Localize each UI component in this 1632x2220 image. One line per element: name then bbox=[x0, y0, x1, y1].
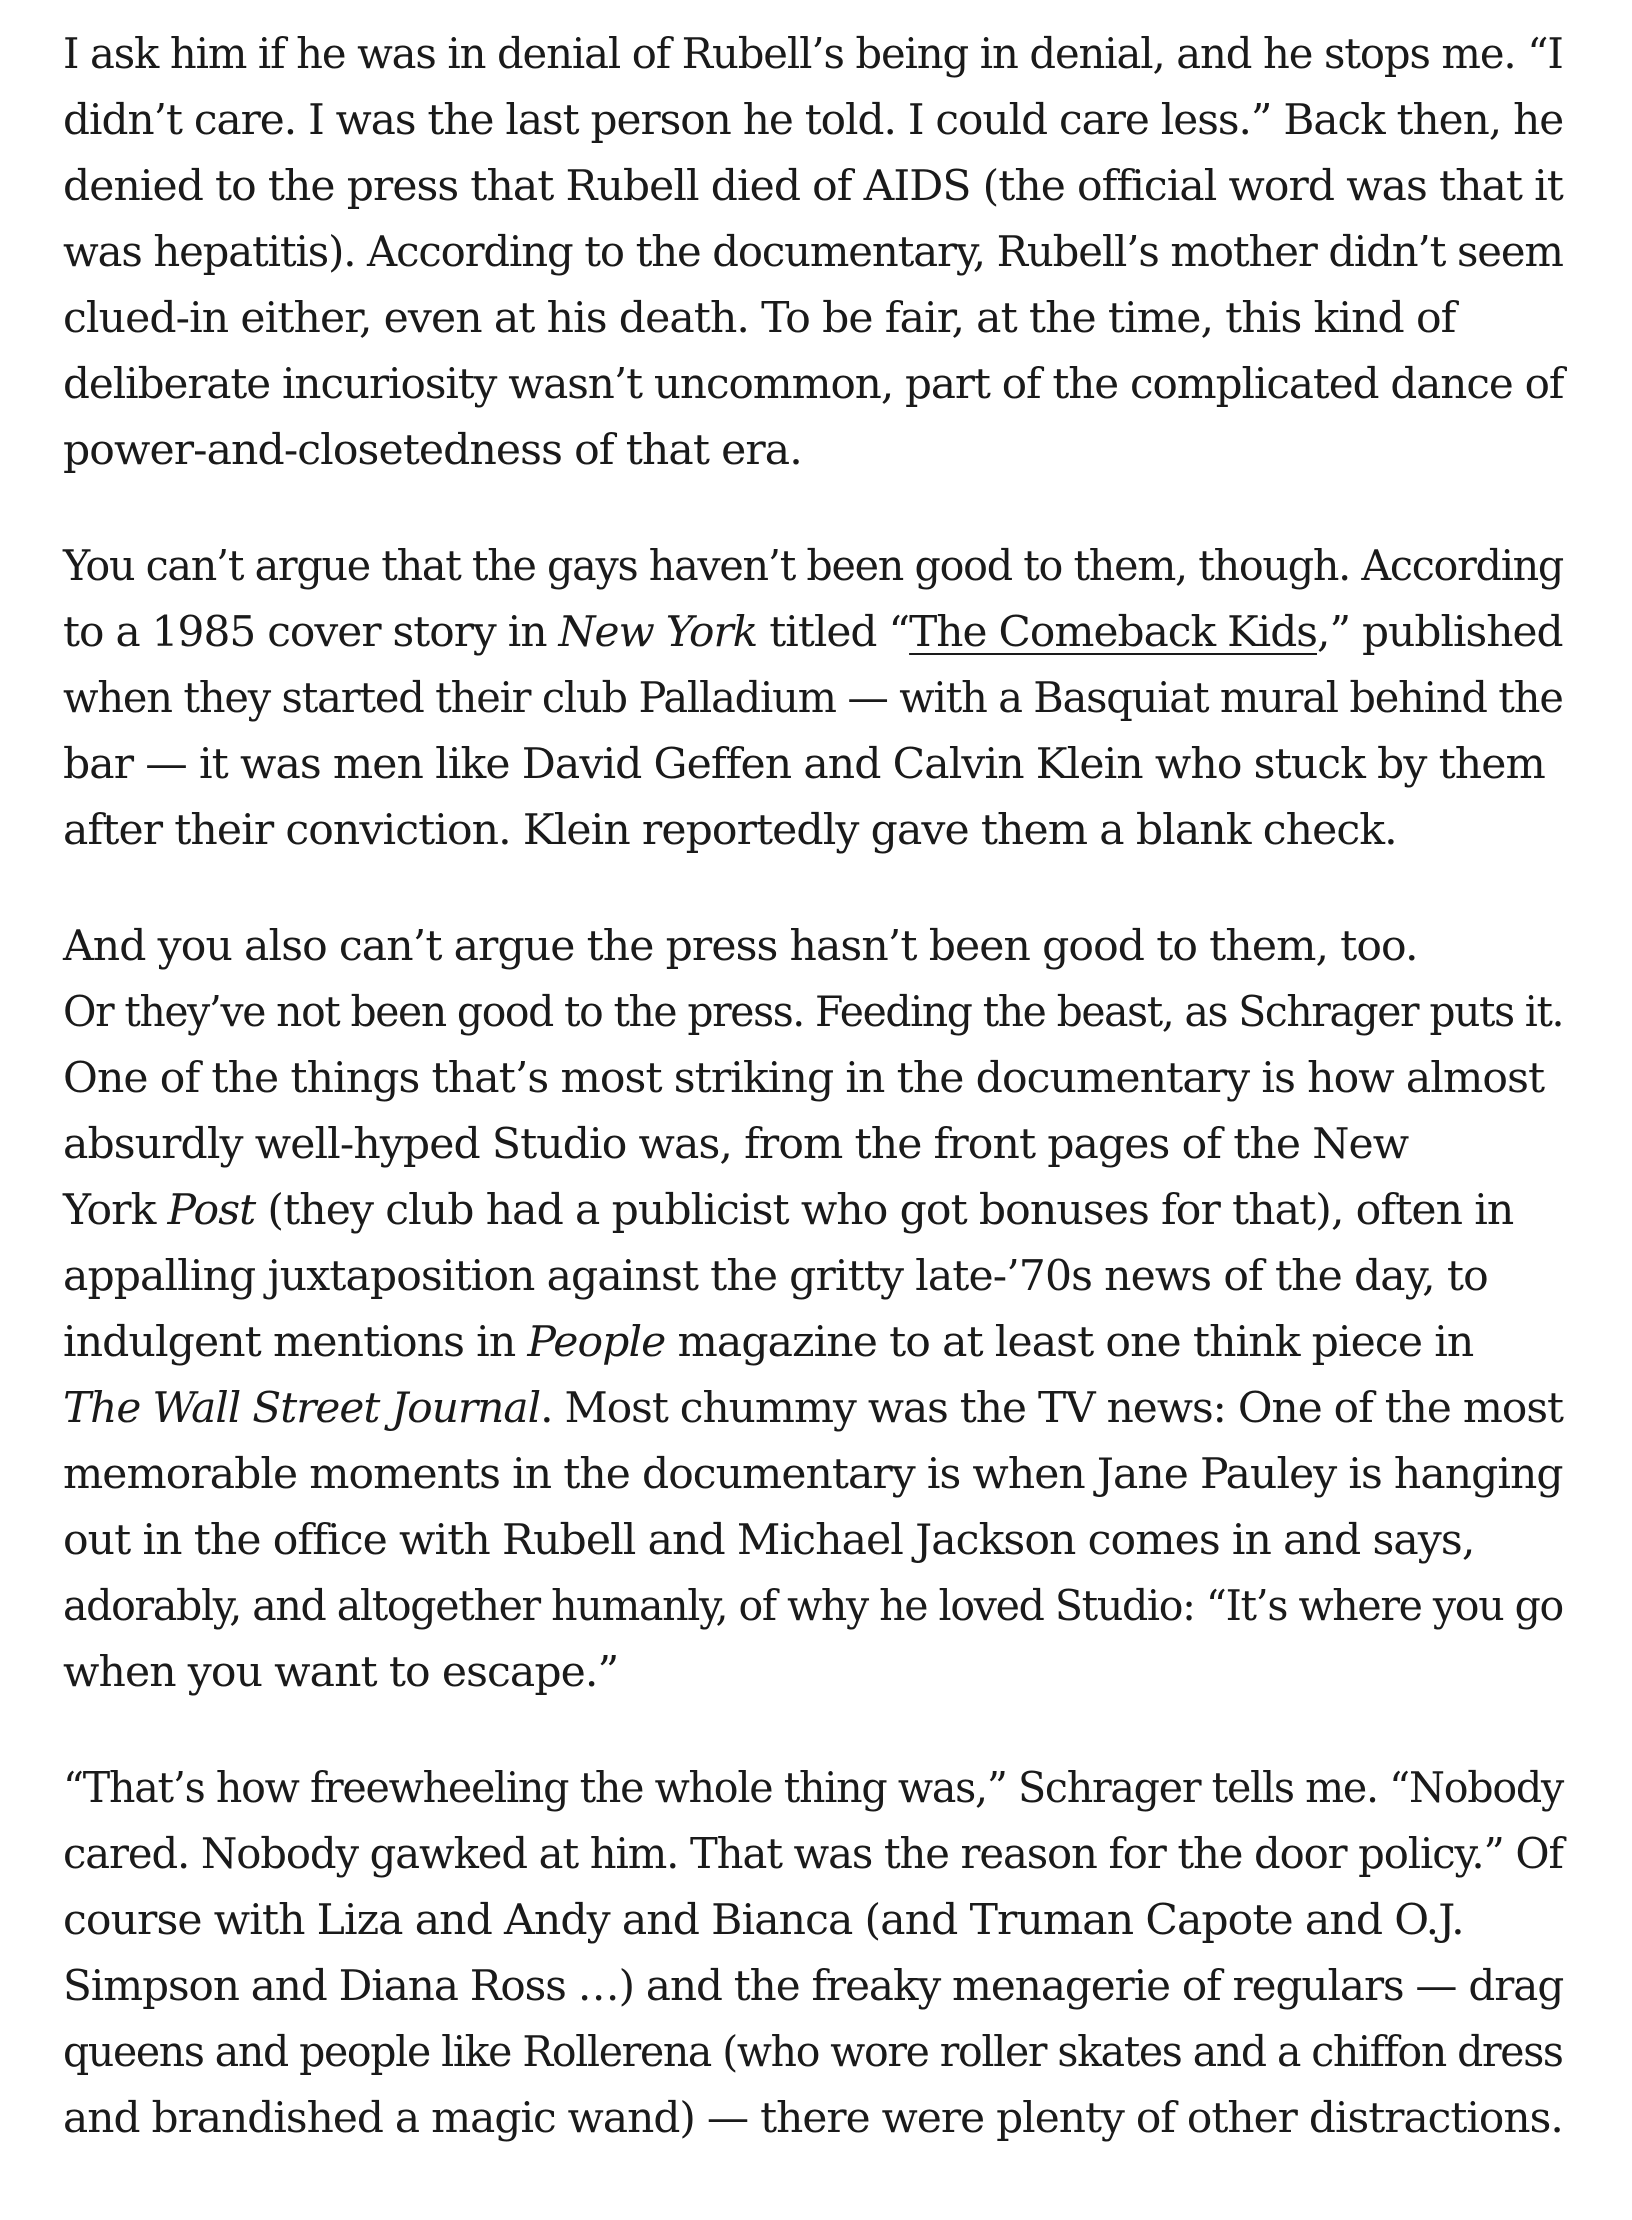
article-body bbox=[63, 22, 1563, 2202]
text-line bbox=[63, 1376, 1564, 1442]
text-line: “That’s how freewheeling the whole thing was,” Schrager tells me. “Nobody bbox=[63, 1764, 1563, 1813]
paragraph-freewheeling bbox=[63, 1756, 1563, 2152]
text-line: power-and-closetedness of that era. bbox=[63, 426, 802, 475]
text-line: And you also can’t argue the press hasn’t been good to them, too. bbox=[63, 922, 1418, 971]
comeback-kids-link[interactable]: The Comeback Kids bbox=[909, 608, 1318, 657]
publication-people: People bbox=[527, 1318, 666, 1367]
text-line: course with Liza and Andy and Bianca (and Truman Capote and O.J. bbox=[63, 1896, 1464, 1945]
text-line: One of the things that’s most striking in the documentary is how almost bbox=[63, 1054, 1545, 1103]
text-line: absurdly well-hyped Studio was, from the front pages of the New bbox=[63, 1120, 1409, 1169]
text-line: Simpson and Diana Ross …) and the freaky menagerie of regulars — drag bbox=[63, 1962, 1564, 2011]
text-line: clued-in either, even at his death. To be fair, at the time, this kind of bbox=[63, 294, 1456, 343]
text-line: and brandished a magic wand) — there were plenty of other distractions. bbox=[63, 2094, 1563, 2143]
text-line: cared. Nobody gawked at him. That was the reason for the door policy.” Of bbox=[63, 1830, 1563, 1879]
text-line: Or they’ve not been good to the press. Feeding the beast, as Schrager puts it. bbox=[63, 988, 1564, 1037]
text-line: out in the office with Rubell and Michael Jackson comes in and says, bbox=[63, 1516, 1475, 1565]
text-run: magazine to at least one think piece in bbox=[665, 1318, 1474, 1367]
text-line: deliberate incuriosity wasn’t uncommon, part of the complicated dance of bbox=[63, 360, 1564, 409]
text-line: bar — it was men like David Geffen and Calvin Klein who stuck by them bbox=[63, 740, 1545, 789]
text-run: to a 1985 cover story in bbox=[63, 608, 559, 657]
paragraph-press bbox=[63, 914, 1563, 1706]
text-line bbox=[63, 600, 1563, 666]
text-line bbox=[63, 1178, 1563, 1244]
text-line: when you want to escape.” bbox=[63, 1648, 619, 1697]
publication-post: Post bbox=[167, 1186, 256, 1235]
text-run: (they club had a publicist who got bonuses for that), often in bbox=[255, 1186, 1514, 1235]
text-line: You can’t argue that the gays haven’t been good to them, though. According bbox=[63, 542, 1564, 591]
text-line: adorably, and altogether humanly, of why he loved Studio: “It’s where you go bbox=[63, 1582, 1563, 1631]
text-line: queens and people like Rollerena (who wore roller skates and a chiffon dress bbox=[63, 2028, 1563, 2077]
paragraph-gays bbox=[63, 534, 1563, 864]
text-line bbox=[63, 1310, 1563, 1376]
text-run: York bbox=[63, 1186, 168, 1235]
text-line: appalling juxtaposition against the gritty late-’70s news of the day, to bbox=[63, 1252, 1488, 1301]
text-line: memorable moments in the documentary is when Jane Pauley is hanging bbox=[63, 1450, 1563, 1499]
text-run: indulgent mentions in bbox=[63, 1318, 528, 1367]
text-line: denied to the press that Rubell died of AIDS (the official word was that it bbox=[63, 162, 1563, 211]
text-line: I ask him if he was in denial of Rubell’s being in denial, and he stops me. “I bbox=[63, 30, 1563, 79]
text-line: when they started their club Palladium — with a Basquiat mural behind the bbox=[63, 674, 1563, 723]
text-line: after their conviction. Klein reportedly gave them a blank check. bbox=[63, 806, 1397, 855]
publication-wsj: The Wall Street Journal bbox=[63, 1384, 541, 1433]
publication-new-york: New York bbox=[558, 608, 758, 657]
paragraph-denial bbox=[63, 22, 1563, 484]
text-line: didn’t care. I was the last person he told. I could care less.” Back then, he bbox=[63, 96, 1564, 145]
text-run: titled “ bbox=[757, 608, 910, 657]
text-run: ,” published bbox=[1317, 608, 1563, 657]
text-run: . Most chummy was the TV news: One of the most bbox=[540, 1384, 1564, 1433]
text-line: was hepatitis). According to the documentary, Rubell’s mother didn’t seem bbox=[63, 228, 1563, 277]
